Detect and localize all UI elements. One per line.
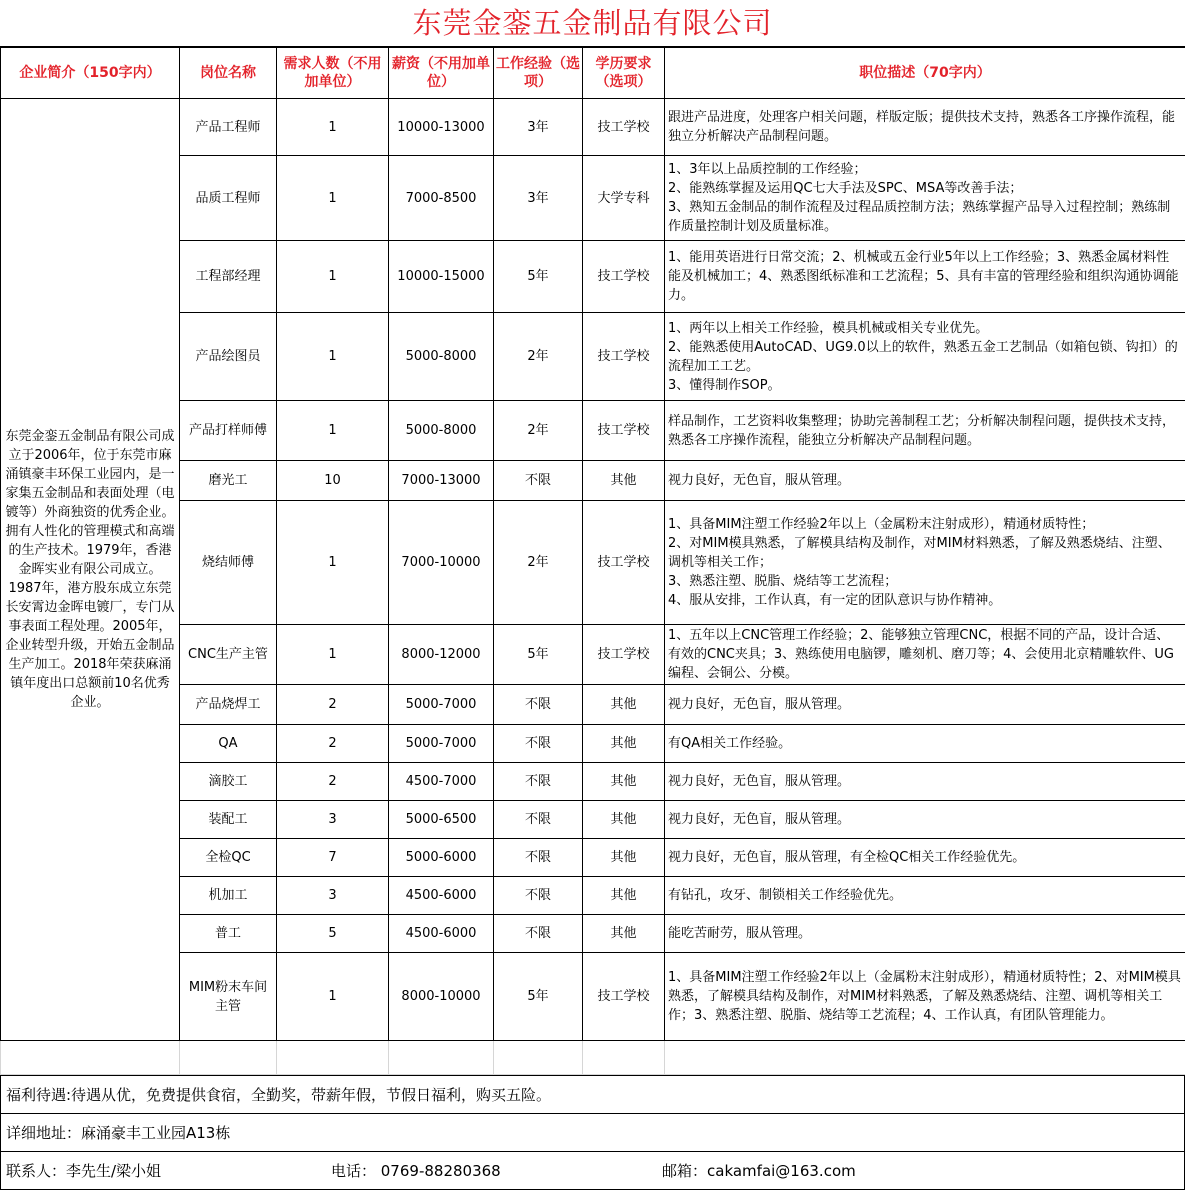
address-line: 详细地址：麻涌豪丰工业园A13栋 xyxy=(0,1113,1185,1151)
job-salary: 5000-8000 xyxy=(389,401,494,461)
job-name: 产品工程师 xyxy=(180,99,277,156)
job-description: 视力良好，无色盲，服从管理。 xyxy=(665,461,1185,501)
job-description: 视力良好，无色盲，服从管理。 xyxy=(665,801,1185,839)
contact-person: 联系人：李先生/梁小姐 xyxy=(6,1162,162,1180)
job-experience: 3年 xyxy=(494,99,583,156)
job-description: 1、3年以上品质控制的工作经验； 2、能熟练掌握及运用QC七大手法及SPC、MSA等改善手法； 3、熟知五金制品的制作流程及过程品质控制方法；熟练掌握产品导入过程控制；熟练制作质量控制计划及质量标准。 xyxy=(665,156,1185,241)
job-description: 有QA相关工作经验。 xyxy=(665,725,1185,763)
job-experience: 不限 xyxy=(494,685,583,725)
job-education: 技工学校 xyxy=(583,401,665,461)
job-salary: 10000-13000 xyxy=(389,99,494,156)
job-count: 7 xyxy=(277,839,389,877)
job-count: 1 xyxy=(277,156,389,241)
blank-cell xyxy=(665,1041,1185,1075)
job-experience: 不限 xyxy=(494,461,583,501)
header-education: 学历要求（选项） xyxy=(583,48,665,99)
job-count: 1 xyxy=(277,625,389,685)
job-count: 3 xyxy=(277,877,389,915)
job-count: 1 xyxy=(277,99,389,156)
job-name: QA xyxy=(180,725,277,763)
job-count: 2 xyxy=(277,763,389,801)
job-description: 1、具备MIM注塑工作经验2年以上（金属粉末注射成形），精通材质特性；2、对MIM模具熟悉，了解模具结构及制作，对MIM材料熟悉，了解及熟悉烧结、注塑、调机等相关工作；3、熟悉注塑、脱脂、烧结等工艺流程；4、工作认真，有团队管理能力。 xyxy=(665,953,1185,1041)
job-description: 视力良好，无色盲，服从管理。 xyxy=(665,763,1185,801)
header-count: 需求人数（不用加单位） xyxy=(277,48,389,99)
job-education: 技工学校 xyxy=(583,99,665,156)
job-description: 样品制作，工艺资料收集整理；协助完善制程工艺；分析解决制程问题，提供技术支持，熟悉各工序操作流程，能独立分析解决产品制程问题。 xyxy=(665,401,1185,461)
header-description: 职位描述（70字内） xyxy=(665,48,1185,99)
blank-cell xyxy=(277,1041,389,1075)
job-salary: 5000-6500 xyxy=(389,801,494,839)
job-description: 有钻孔，攻牙、制锁相关工作经验优先。 xyxy=(665,877,1185,915)
job-name: 磨光工 xyxy=(180,461,277,501)
job-education: 其他 xyxy=(583,763,665,801)
job-count: 2 xyxy=(277,685,389,725)
job-description: 视力良好，无色盲，服从管理，有全检QC相关工作经验优先。 xyxy=(665,839,1185,877)
job-salary: 5000-7000 xyxy=(389,685,494,725)
job-salary: 5000-8000 xyxy=(389,313,494,401)
job-education: 其他 xyxy=(583,725,665,763)
job-salary: 4500-6000 xyxy=(389,877,494,915)
contact-email: 邮箱：cakamfai@163.com xyxy=(662,1162,856,1180)
job-name: 工程部经理 xyxy=(180,241,277,313)
job-experience: 不限 xyxy=(494,725,583,763)
job-experience: 不限 xyxy=(494,877,583,915)
job-salary: 4500-7000 xyxy=(389,763,494,801)
job-experience: 5年 xyxy=(494,625,583,685)
job-experience: 2年 xyxy=(494,501,583,625)
job-description: 1、五年以上CNC管理工作经验；2、能够独立管理CNC，根据不同的产品，设计合适、有效的CNC夹具；3、熟练使用电脑锣，雕刻机、磨刀等；4、会使用北京精雕软件、UG编程、会铜公、分模。 xyxy=(665,625,1185,685)
blank-cell xyxy=(583,1041,665,1075)
job-experience: 2年 xyxy=(494,313,583,401)
job-salary: 8000-10000 xyxy=(389,953,494,1041)
job-education: 其他 xyxy=(583,685,665,725)
job-salary: 7000-10000 xyxy=(389,501,494,625)
job-salary: 4500-6000 xyxy=(389,915,494,953)
job-education: 大学专科 xyxy=(583,156,665,241)
job-count: 1 xyxy=(277,953,389,1041)
job-name: 全检QC xyxy=(180,839,277,877)
job-name: 滴胶工 xyxy=(180,763,277,801)
job-name: 装配工 xyxy=(180,801,277,839)
blank-cell xyxy=(180,1041,277,1075)
job-count: 10 xyxy=(277,461,389,501)
company-intro: 东莞金銮五金制品有限公司成立于2006年，位于东莞市麻涌镇豪丰环保工业园内，是一家集五金制品和表面处理（电镀等）外商独资的优秀企业。拥有人性化的管理模式和高端的生产技术。1979年，香港金晖实业有限公司成立。1987年，港方股东成立东莞长安霄边金晖电镀厂，专门从事表面工程处理。2005年，企业转型升级，开始五金制品生产加工。2018年荣获麻涌镇年度出口总额前10名优秀企业。 xyxy=(1,99,180,1041)
job-name: 机加工 xyxy=(180,877,277,915)
job-description: 1、能用英语进行日常交流；2、机械或五金行业5年以上工作经验；3、熟悉金属材料性能及机械加工；4、熟悉图纸标准和工艺流程；5、具有丰富的管理经验和组织沟通协调能力。 xyxy=(665,241,1185,313)
job-name: CNC生产主管 xyxy=(180,625,277,685)
job-salary: 10000-15000 xyxy=(389,241,494,313)
job-name: 产品打样师傅 xyxy=(180,401,277,461)
job-name: 产品绘图员 xyxy=(180,313,277,401)
benefits-line: 福利待遇:待遇从优，免费提供食宿，全勤奖，带薪年假，节假日福利，购买五险。 xyxy=(0,1075,1185,1113)
job-salary: 8000-12000 xyxy=(389,625,494,685)
job-education: 技工学校 xyxy=(583,625,665,685)
header-salary: 薪资（不用加单位） xyxy=(389,48,494,99)
job-education: 其他 xyxy=(583,915,665,953)
job-experience: 3年 xyxy=(494,156,583,241)
job-count: 1 xyxy=(277,313,389,401)
job-experience: 不限 xyxy=(494,763,583,801)
job-education: 技工学校 xyxy=(583,501,665,625)
job-table xyxy=(0,47,1185,1075)
job-experience: 不限 xyxy=(494,915,583,953)
blank-row xyxy=(1,1041,1185,1075)
job-row xyxy=(1,99,1185,156)
job-body xyxy=(1,99,1185,1075)
job-description: 视力良好，无色盲，服从管理。 xyxy=(665,685,1185,725)
job-experience: 不限 xyxy=(494,801,583,839)
job-education: 其他 xyxy=(583,839,665,877)
job-experience: 2年 xyxy=(494,401,583,461)
job-name: 产品烧焊工 xyxy=(180,685,277,725)
job-salary: 5000-6000 xyxy=(389,839,494,877)
blank-cell xyxy=(1,1041,180,1075)
contact-line xyxy=(0,1151,1185,1190)
job-description: 1、具备MIM注塑工作经验2年以上（金属粉末注射成形），精通材质特性； 2、对MIM模具熟悉，了解模具结构及制作，对MIM材料熟悉，了解及熟悉烧结、注塑、调机等相关工作； 3、熟悉注塑、脱脂、烧结等工艺流程； 4、服从安排，工作认真，有一定的团队意识与协作精神。 xyxy=(665,501,1185,625)
job-description: 跟进产品进度，处理客户相关问题，样版定版；提供技术支持，熟悉各工序操作流程，能独立分析解决产品制程问题。 xyxy=(665,99,1185,156)
job-education: 其他 xyxy=(583,877,665,915)
job-salary: 7000-13000 xyxy=(389,461,494,501)
job-experience: 不限 xyxy=(494,839,583,877)
job-education: 其他 xyxy=(583,801,665,839)
blank-cell xyxy=(494,1041,583,1075)
job-count: 1 xyxy=(277,241,389,313)
job-experience: 5年 xyxy=(494,953,583,1041)
job-education: 其他 xyxy=(583,461,665,501)
job-description: 能吃苦耐劳，服从管理。 xyxy=(665,915,1185,953)
company-title: 东莞金銮五金制品有限公司 xyxy=(0,0,1185,47)
contact-phone: 电话： 0769-88280368 xyxy=(331,1162,501,1180)
header-position: 岗位名称 xyxy=(180,48,277,99)
header-experience: 工作经验（选项） xyxy=(494,48,583,99)
job-count: 3 xyxy=(277,801,389,839)
job-count: 5 xyxy=(277,915,389,953)
job-name: 烧结师傅 xyxy=(180,501,277,625)
blank-cell xyxy=(389,1041,494,1075)
job-name: MIM粉末车间主管 xyxy=(180,953,277,1041)
job-education: 技工学校 xyxy=(583,953,665,1041)
job-count: 2 xyxy=(277,725,389,763)
job-education: 技工学校 xyxy=(583,313,665,401)
job-education: 技工学校 xyxy=(583,241,665,313)
job-name: 普工 xyxy=(180,915,277,953)
job-salary: 7000-8500 xyxy=(389,156,494,241)
job-salary: 5000-7000 xyxy=(389,725,494,763)
job-count: 1 xyxy=(277,501,389,625)
header-intro: 企业简介（150字内） xyxy=(1,48,180,99)
job-count: 1 xyxy=(277,401,389,461)
job-name: 品质工程师 xyxy=(180,156,277,241)
header-row xyxy=(1,48,1185,99)
job-experience: 5年 xyxy=(494,241,583,313)
job-description: 1、两年以上相关工作经验，模具机械或相关专业优先。 2、能熟悉使用AutoCAD、UG9.0以上的软件，熟悉五金工艺制品（如箱包锁、钩扣）的流程加工工艺。 3、懂得制作SOP。 xyxy=(665,313,1185,401)
